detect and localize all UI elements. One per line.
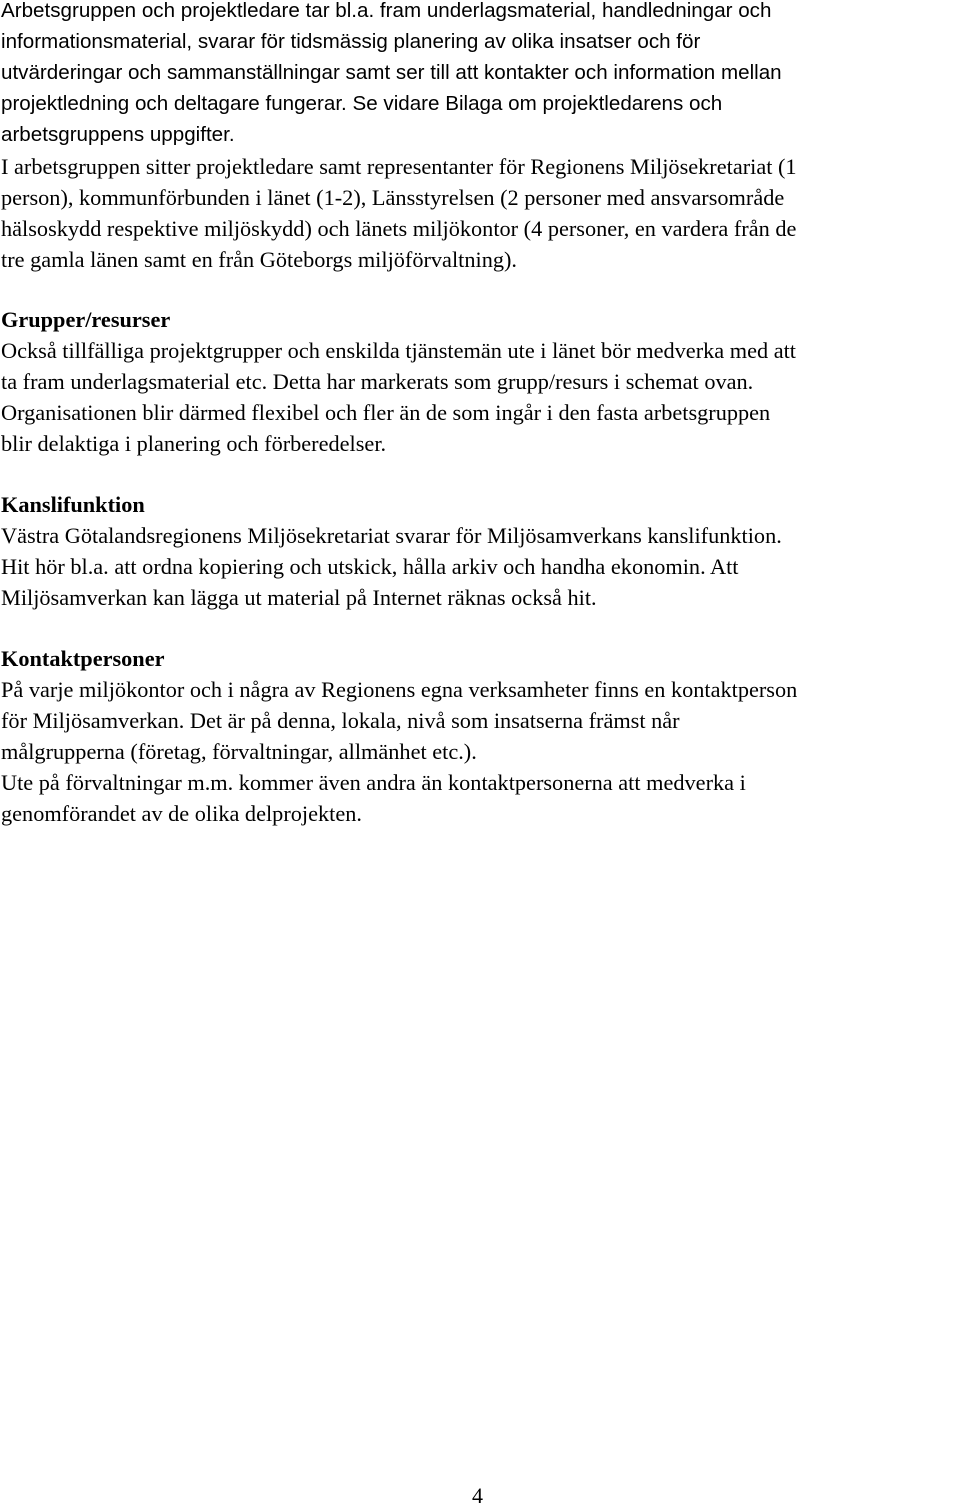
contacts-line: På varje miljökontor och i några av Regionens egna verksamheter finns en kontaktperson — [1, 677, 798, 702]
contacts-paragraph — [1, 674, 797, 829]
intro-line: arbetsgruppens uppgifter. — [1, 123, 235, 146]
page-number: 4 — [472, 1483, 483, 1508]
intro-line: Arbetsgruppen och projektledare tar bl.a. fram underlagsmaterial, handledningar och — [1, 0, 772, 22]
contacts-line: för Miljösamverkan. Det är på denna, lokala, nivå som insatserna främst når — [1, 708, 680, 733]
contacts-heading: Kontaktpersoner — [1, 646, 165, 671]
groups-line: ta fram underlagsmaterial etc. Detta har markerats som grupp/resurs i schemat ovan. — [1, 369, 754, 394]
intro-paragraph — [1, 0, 782, 150]
members-line: tre gamla länen samt en från Göteborgs miljöförvaltning). — [1, 247, 517, 272]
members-line: person), kommunförbunden i länet (1-2), Länsstyrelsen (2 personer med ansvarsområde — [1, 185, 785, 210]
office-line: Miljösamverkan kan lägga ut material på Internet räknas också hit. — [1, 585, 597, 610]
contacts-line: genomförandet av de olika delprojekten. — [1, 801, 362, 826]
intro-line: projektledning och deltagare fungerar. Se vidare Bilaga om projektledarens och — [1, 92, 723, 115]
office-line: Hit hör bl.a. att ordna kopiering och utskick, hålla arkiv och handha ekonomin. Att — [1, 554, 739, 579]
groups-heading: Grupper/resurser — [1, 307, 171, 332]
contacts-line: målgrupperna (företag, förvaltningar, allmänhet etc.). — [1, 739, 477, 764]
groups-line: Organisationen blir därmed flexibel och fler än de som ingår i den fasta arbetsgruppen — [1, 400, 771, 425]
members-paragraph — [1, 151, 797, 275]
groups-line: Också tillfälliga projektgrupper och enskilda tjänstemän ute i länet bör medverka med att — [1, 338, 796, 363]
office-line: Västra Götalandsregionens Miljösekretariat svarar för Miljösamverkans kanslifunktion. — [1, 523, 782, 548]
office-heading: Kanslifunktion — [1, 492, 145, 517]
intro-line: informationsmaterial, svarar för tidsmässig planering av olika insatser och för — [1, 30, 701, 53]
members-line: I arbetsgruppen sitter projektledare samt representanter för Regionens Miljösekretariat (1 — [1, 154, 797, 179]
groups-paragraph — [1, 335, 796, 459]
intro-line: utvärderingar och sammanställningar samt ser till att kontakter och information mellan — [1, 61, 782, 84]
members-line: hälsoskydd respektive miljöskydd) och länets miljökontor (4 personer, en vardera från de — [1, 216, 797, 241]
contacts-line: Ute på förvaltningar m.m. kommer även andra än kontaktpersonerna att medverka i — [1, 770, 746, 795]
office-paragraph — [1, 520, 782, 613]
groups-line: blir delaktiga i planering och förberedelser. — [1, 431, 387, 456]
